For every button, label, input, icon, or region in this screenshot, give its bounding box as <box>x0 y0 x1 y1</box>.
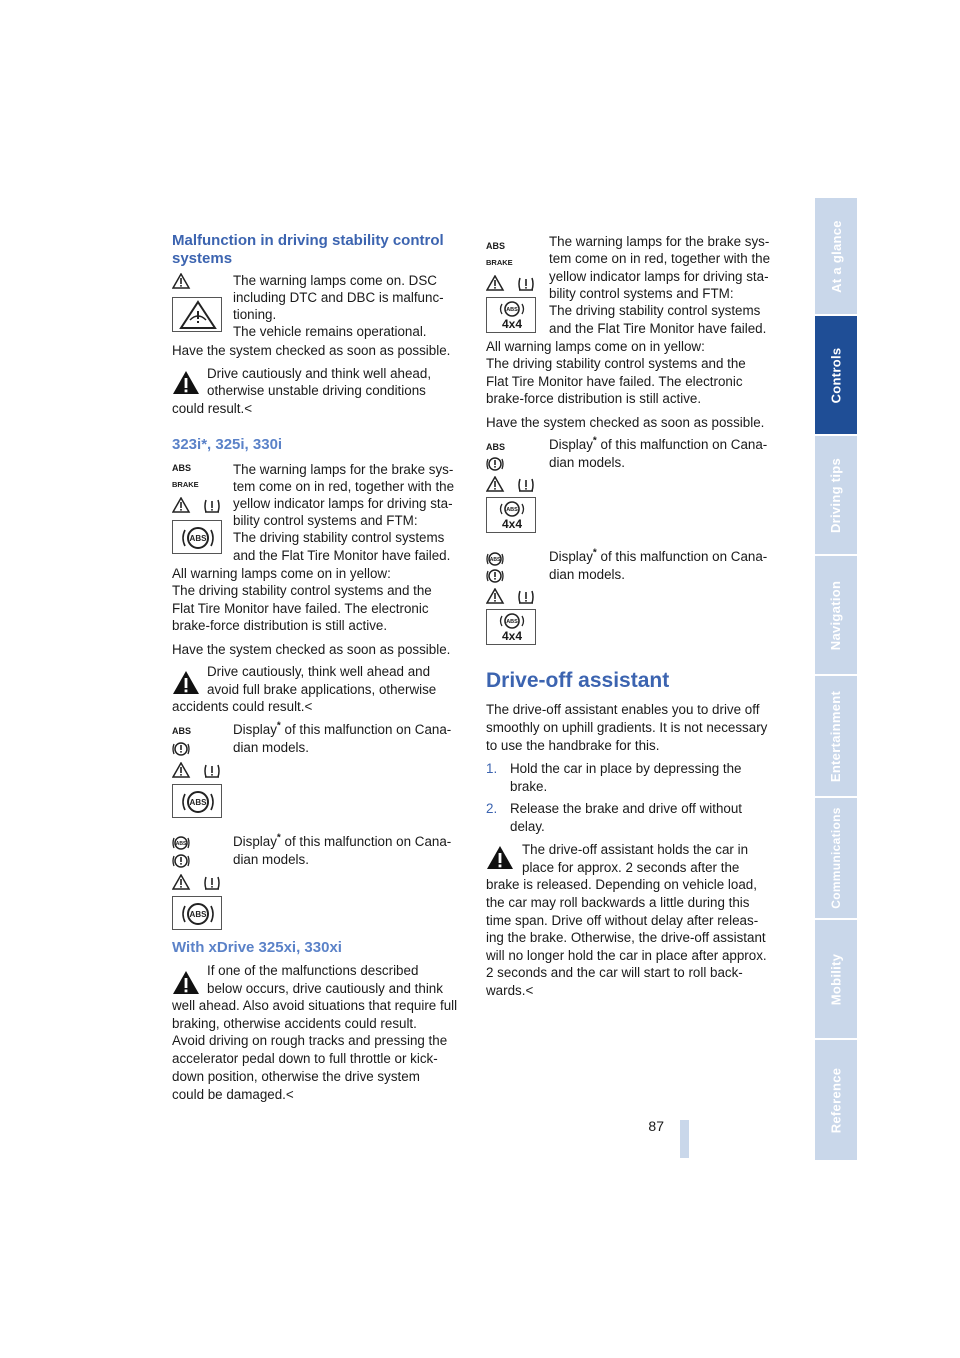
abs-icon: ABS <box>486 442 506 452</box>
warning-triangle-icon <box>172 874 192 892</box>
abs-4x4-warning-icon <box>486 497 536 533</box>
caution-icon <box>486 845 514 870</box>
end-mark: < <box>244 401 253 416</box>
warning-triangle-icon <box>486 588 506 606</box>
tire-pressure-icon <box>517 588 537 606</box>
abs-warning-symbol <box>173 785 223 819</box>
warning-triangle-icon <box>172 762 192 780</box>
brake-circle-icon <box>486 568 506 585</box>
svg-text:ABS: ABS <box>189 534 207 543</box>
manual-page: At a glance Controls Driving tips Navigation Entertainment Communications Mobility Reference 87 Malfunction in driving stability control systems The warning lamps come on. DSC including DTC and DBC is malfunc- tioning. The vehicle remains operational. Have the system checked as soon as possible. Drive cautiously and think well ahead, otherwise unstable driving conditions could result.< 323i*, 325i, 330i ABS BRAKE ABS The warning lamps for the brake sys- tem come on in red, together with the yellow indicator lamps for driving sta- bility control systems and FTM: The driving stability control systems and the Flat Tire Monitor have failed. All warning lamps come on in yellow: The driving stability control systems and the Flat Tire Monitor have failed. The electronic brake-force distribution is still active. Have the system checked as soon as possible. Drive cautiously, think well ahead and avoid full brake applications, otherwise accidents could result.< ABS ABS Display* of this malfunction on Cana- dian models. ABS Display* of this malfunction on Cana- dian models. With xDrive 325xi, 330xi If one of the malfunctions described below occurs, drive cautiously and think well ahead. Also avoid situations that require full braking, otherwise accidents could result. Avoid driving on rough tracks and pressing the accelerator pedal down to full throttle or kick- down position, otherwise the drive system could be damaged.< ABS BRAKE ABS 4x4 The warning lamps for the brake sys- tem come on in red, together with the yellow indicator lamps for driving sta- bility control systems and FTM: The driving stability control systems and the Flat Tire Monitor have failed. All warning lamps come on in yellow: The driving stability control systems and the Flat Tire Monitor have failed. The electronic brake-force distribution is still active. Have the system checked as soon as possible. ABS ABS 4x4 Display* of this malfunction on Cana- dian models. ABS 4x4 Display* of this malfunction on Cana- dian models. Drive-off assistant The drive-off assistant enables you to drive off smoothly on uphill gradients. It is not necessary to use the handbrake for this. 1. Hold the car in place by depressing the brake. 2. Release the brake and drive off without delay. The drive-off assistant holds the car in place for approx. 2 seconds after the brake is released. Depending on vehicle load, the car may roll backwards a little during this time span. Drive off without delay after releas- ing the brake. Otherwise, the drive-off assistant will no longer hold the car in place after approx. 2 seconds and the car will start to roll back- wards.< <box>0 0 960 1358</box>
4x4-label: 4x4 <box>501 317 523 331</box>
tab-navigation[interactable]: Navigation <box>815 556 857 674</box>
abs-warning-icon <box>172 520 222 554</box>
tire-pressure-icon <box>203 874 223 892</box>
warning-triangle-icon <box>486 275 506 293</box>
brake-circle-icon <box>486 456 506 473</box>
abs-circle-icon <box>486 551 506 568</box>
tab-at-a-glance[interactable]: At a glance <box>815 198 857 314</box>
warning-triangle-icon <box>172 273 192 291</box>
end-mark: < <box>304 699 313 714</box>
heading-malfunction: Malfunction in driving stability control systems <box>172 232 444 267</box>
abs-warning-icon <box>172 896 222 930</box>
caution-icon <box>172 970 200 995</box>
tab-driving-tips[interactable]: Driving tips <box>815 436 857 554</box>
tab-reference[interactable]: Reference <box>815 1040 857 1160</box>
tire-pressure-icon <box>203 497 223 515</box>
warning-triangle-icon <box>172 497 192 515</box>
abs-4x4-warning-icon <box>486 297 536 333</box>
caution-icon <box>172 370 200 395</box>
tire-pressure-icon <box>517 476 537 494</box>
brake-circle-icon <box>172 741 192 758</box>
dsc-warning-icon <box>172 297 222 332</box>
end-mark: < <box>525 983 534 998</box>
svg-text:ABS: ABS <box>506 507 518 513</box>
brake-icon: BRAKE <box>486 258 513 267</box>
page-number: 87 <box>648 1118 664 1134</box>
brake-circle-icon <box>172 853 192 870</box>
dsc-warning-symbol <box>173 298 223 333</box>
tab-communications[interactable]: Communications <box>815 798 857 918</box>
warning-triangle-icon <box>486 476 506 494</box>
abs-icon: ABS <box>172 463 192 473</box>
heading-xdrive: With xDrive 325xi, 330xi <box>172 939 342 956</box>
abs-4x4-warning-icon <box>486 609 536 645</box>
heading-drive-off-assistant: Drive-off assistant <box>486 669 670 692</box>
abs-icon: ABS <box>172 726 192 736</box>
abs-warning-symbol <box>173 897 223 931</box>
svg-text:ABS: ABS <box>506 307 518 313</box>
step-number: 2. <box>486 801 498 816</box>
brake-icon: BRAKE <box>172 480 199 489</box>
abs-warning-icon <box>172 784 222 818</box>
abs-circle-icon <box>172 835 192 852</box>
end-mark: < <box>285 1087 294 1102</box>
heading-323i: 323i*, 325i, 330i <box>172 436 283 453</box>
svg-text:ABS: ABS <box>189 910 207 919</box>
tab-entertainment[interactable]: Entertainment <box>815 676 857 796</box>
page-number-bar <box>680 1120 689 1158</box>
step-number: 1. <box>486 761 498 776</box>
tire-pressure-icon <box>203 762 223 780</box>
tab-controls[interactable]: Controls <box>815 316 857 434</box>
svg-text:ABS: ABS <box>189 798 207 807</box>
tab-mobility[interactable]: Mobility <box>815 920 857 1038</box>
4x4-label: 4x4 <box>501 629 523 643</box>
abs-icon: ABS <box>486 241 506 251</box>
chapter-tabs <box>815 198 857 1160</box>
caution-icon <box>172 670 200 695</box>
svg-text:ABS: ABS <box>506 619 518 625</box>
4x4-label: 4x4 <box>501 517 523 531</box>
tire-pressure-icon <box>517 275 537 293</box>
abs-warning-symbol <box>173 521 223 555</box>
